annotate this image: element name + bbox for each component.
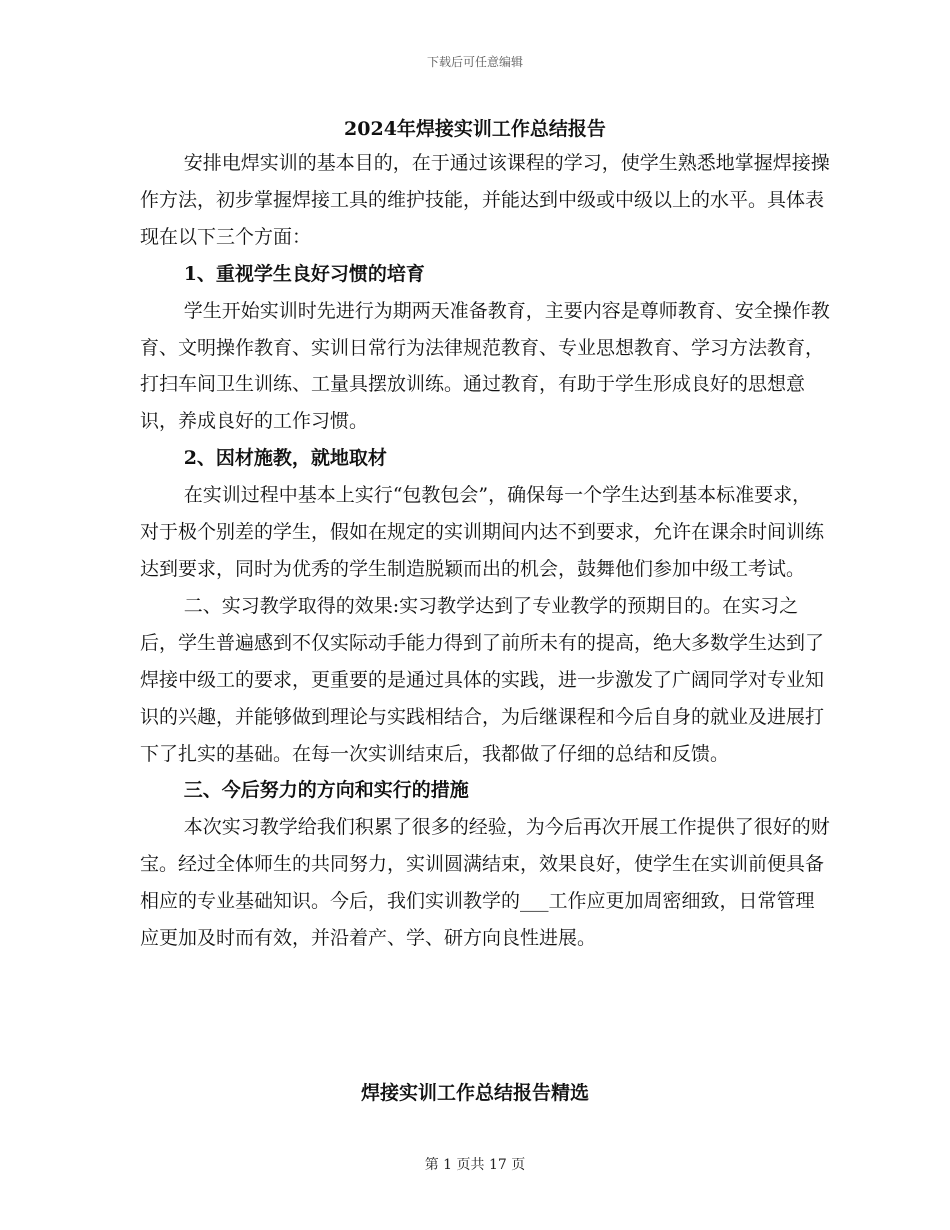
section-1-paragraph: 学生开始实训时先进行为期两天准备教育，主要内容是尊师教育、安全操作教育、文明操作教育、实训日常行为法律规范教育、专业思想教育、学习方法教育，打扫车间卫生训练、工量具摆放训练。通过教育，有助于学生形成良好的思想意识，养成良好的工作习惯。 bbox=[140, 299, 830, 433]
intro-paragraph: 安排电焊实训的基本目的，在于通过该课程的学习，使学生熟悉地掌握焊接操作方法，初步掌握焊接工具的维护技能，并能达到中级或中级以上的水平。具体表现在以下三个方面： bbox=[140, 152, 830, 248]
next-section-title: 焊接实训工作总结报告精选 bbox=[360, 1082, 589, 1104]
section-heading-3: 三、今后努力的方向和实行的措施 bbox=[183, 779, 469, 802]
page-footer: 第 1 页共 17 页 bbox=[424, 1157, 526, 1173]
section-3-paragraph: 本次实习教学给我们积累了很多的经验，为今后再次开展工作提供了很好的财宝。经过全体师生的共同努力，实训圆满结束，效果良好，使学生在实训前便具备相应的专业基础知识。今后，我们实训教学的___工作应更加周密细致，日常管理应更加及时而有效，并沿着产、学、研方向良性进展。 bbox=[140, 816, 830, 950]
results-paragraph: 二、实习教学取得的效果:实习教学达到了专业教学的预期目的。在实习之后，学生普遍感到不仅实际动手能力得到了前所未有的提高，绝大多数学生达到了焊接中级工的要求，更重要的是通过具体的实践，进一步激发了广阔同学对专业知识的兴趣，并能够做到理论与实践相结合，为后继课程和今后自身的就业及进展打下了扎实的基础。在每一次实训结束后，我都做了仔细的总结和反馈。 bbox=[140, 594, 825, 765]
section-2-paragraph: 在实训过程中基本上实行“包教包会”，确保每一个学生达到基本标准要求，对于极个别差的学生，假如在规定的实训期间内达不到要求，允许在课余时间训练达到要求，同时为优秀的学生制造脱颖而出的机会，鼓舞他们参加中级工考试。 bbox=[140, 484, 825, 580]
page-header: 下载后可任意编辑 bbox=[426, 55, 523, 69]
document-body bbox=[140, 145, 830, 957]
section-heading-1: 1、重视学生良好习惯的培育 bbox=[183, 262, 425, 285]
section-heading-2: 2、因材施教，就地取材 bbox=[183, 447, 387, 470]
document-title: 2024年焊接实训工作总结报告 bbox=[344, 118, 606, 140]
